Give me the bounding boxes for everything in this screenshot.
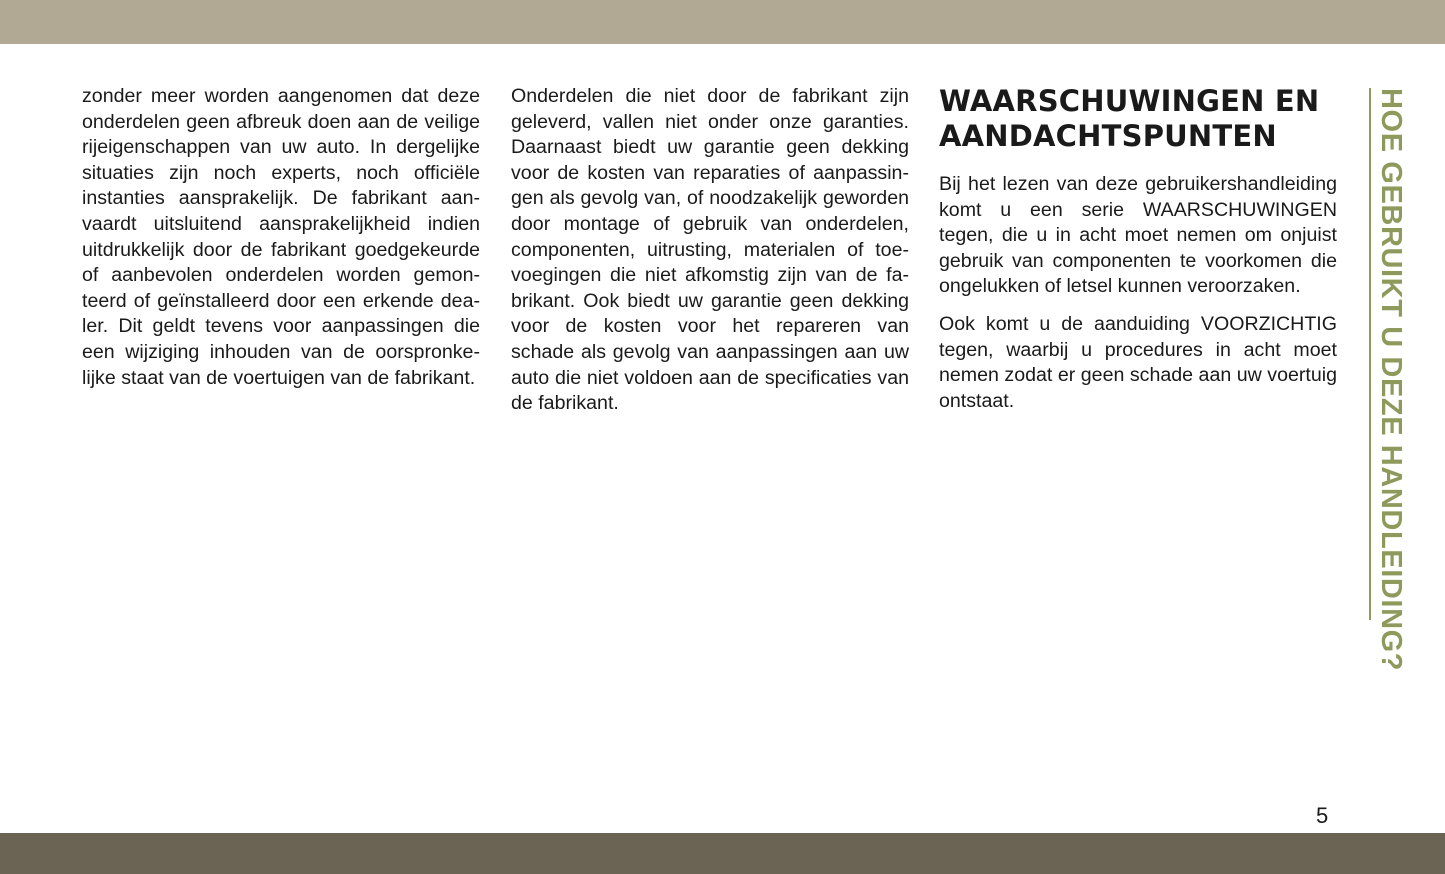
column2-paragraph-1: Onderdelen die niet door de fabrikant zijn geleverd, vallen niet onder onze garanties. Daarnaast biedt uw garantie geen dekking voor de kosten van reparaties of aanpassingen als gevolg van, of noodzakelijk geworden door montage of gebruik van onderdelen, componenten, uitrusting, materialen of toevoegingen die niet afkomstig zijn van de fabrikant. Ook biedt uw garantie geen dekking voor de kosten voor het repareren van schade als gevolg van aanpassingen aan uw auto die niet voldoen aan de specificaties van de fabrikant. [511, 85, 909, 415]
column1-paragraph-1: zonder meer worden aangenomen dat deze onderdelen geen afbreuk doen aan de veilige rijeigenschappen van uw auto. In dergelijke situaties zijn noch experts, noch officiële instanties aansprakelijk. De fabrikant aanvaardt uitsluitend aansprakelijkheid indien uitdrukkelijk door de fabrikant goedgekeurde of aanbevolen onderdelen worden gemonteerd of geïnstalleerd door een erkende dealer. Dit geldt tevens voor aanpassingen die een wijziging inhouden van de oorspronkelijke staat van de voertuigen van de fabrikant. [82, 85, 480, 389]
text-column-2 [511, 84, 909, 429]
section-heading: WAARSCHUWINGEN EN AANDACHTSPUNTEN [939, 84, 1320, 153]
column3-paragraph-2: Ook komt u de aanduiding VOORZICHTIG tegen, waarbij u procedures in acht moet nemen zodat er geen schade aan uw voertuig ontstaat. [939, 312, 1337, 412]
column3-paragraph-1: Bij het lezen van deze gebruikershandleiding komt u een serie WAARSCHUWINGEN tegen, die u in acht moet nemen om onjuist gebruik van componenten te voorkomen die ongelukken of letsel kunnen veroorzaken. [939, 173, 1337, 298]
side-tab-label: HOE GEBRUIKT U DEZE HANDLEIDING? [1375, 88, 1407, 672]
text-column-1 [82, 84, 480, 403]
top-band [0, 0, 1445, 44]
bottom-band [0, 833, 1445, 874]
page-number: 5 [1316, 803, 1329, 828]
text-column-3 [939, 84, 1337, 426]
